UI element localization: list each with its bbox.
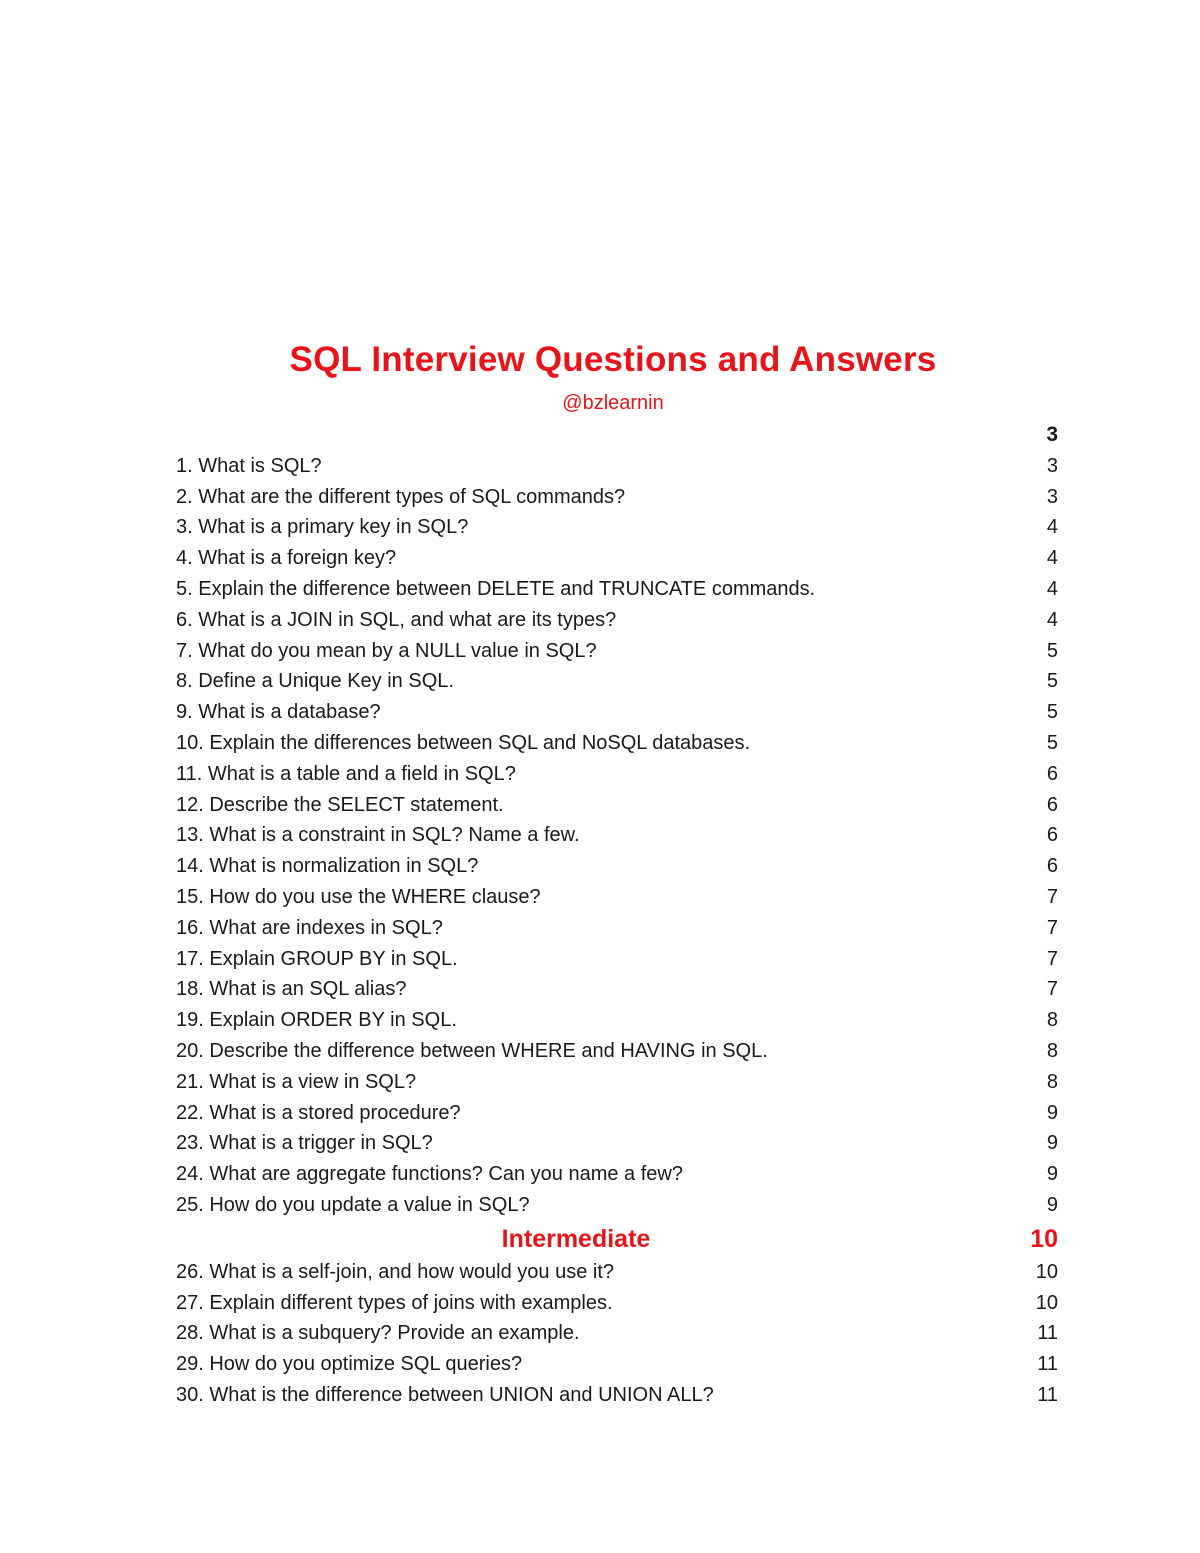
toc-item-text: 1. What is SQL?	[176, 454, 322, 477]
toc-item-text: 25. How do you update a value in SQL?	[176, 1193, 530, 1216]
toc-item[interactable]	[176, 1067, 1058, 1098]
toc-item[interactable]	[176, 820, 1058, 851]
table-of-contents	[176, 420, 1058, 1411]
toc-item-text: 30. What is the difference between UNION and UNION ALL?	[176, 1383, 714, 1406]
toc-item-text: 26. What is a self-join, and how would you use it?	[176, 1260, 615, 1283]
toc-page-number: 10	[1035, 1291, 1058, 1314]
toc-item[interactable]	[176, 1036, 1058, 1067]
toc-page-number: 9	[1046, 1101, 1058, 1124]
toc-item[interactable]	[176, 944, 1058, 975]
toc-page-number: 4	[1046, 577, 1058, 600]
toc-item-text: 2. What are the different types of SQL commands?	[176, 485, 626, 508]
toc-page-number: 7	[1046, 978, 1058, 1001]
toc-page-number: 7	[1046, 947, 1058, 970]
toc-item[interactable]	[176, 1349, 1058, 1380]
toc-item[interactable]	[176, 1098, 1058, 1129]
toc-item-text: 21. What is a view in SQL?	[176, 1070, 417, 1093]
toc-item[interactable]	[176, 1380, 1058, 1411]
toc-page-number: 6	[1046, 824, 1058, 847]
toc-page-number: 11	[1037, 1353, 1058, 1376]
toc-page-number: 10	[1035, 1260, 1058, 1283]
toc-item[interactable]	[176, 543, 1058, 574]
toc-item[interactable]	[176, 790, 1058, 821]
toc-page-number: 4	[1046, 547, 1058, 570]
toc-item-text: 3. What is a primary key in SQL?	[176, 516, 469, 539]
toc-item[interactable]	[176, 1190, 1058, 1221]
toc-page-number: 6	[1046, 793, 1058, 816]
toc-item-text: 20. Describe the difference between WHERE and HAVING in SQL.	[176, 1039, 768, 1062]
toc-item[interactable]	[176, 512, 1058, 543]
toc-item-text: 14. What is normalization in SQL?	[176, 855, 479, 878]
toc-item[interactable]	[176, 1288, 1058, 1319]
toc-section-label: Intermediate	[501, 1224, 651, 1253]
toc-item-text: 7. What do you mean by a NULL value in SQL?	[176, 639, 597, 662]
toc-item-text: 27. Explain different types of joins with examples.	[176, 1291, 613, 1314]
toc-item[interactable]	[176, 913, 1058, 944]
toc-page-number: 6	[1046, 855, 1058, 878]
toc-item[interactable]	[176, 851, 1058, 882]
toc-item-text: 16. What are indexes in SQL?	[176, 916, 443, 939]
toc-page-number: 5	[1046, 701, 1058, 724]
toc-item[interactable]	[176, 1257, 1058, 1288]
toc-page-number: 8	[1046, 1039, 1058, 1062]
toc-page-number: 4	[1046, 516, 1058, 539]
toc-item-text: 18. What is an SQL alias?	[176, 978, 407, 1001]
toc-item-text: 9. What is a database?	[176, 701, 381, 724]
toc-item-text: 4. What is a foreign key?	[176, 547, 397, 570]
toc-item[interactable]	[176, 759, 1058, 790]
toc-page-number: 9	[1046, 1163, 1058, 1186]
toc-item[interactable]	[176, 1159, 1058, 1190]
toc-item-text: 12. Describe the SELECT statement.	[176, 793, 504, 816]
toc-page-number: 7	[1046, 916, 1058, 939]
toc-page-number: 9	[1046, 1193, 1058, 1216]
toc-item[interactable]	[176, 666, 1058, 697]
toc-page-number: 11	[1037, 1322, 1058, 1345]
toc-item[interactable]	[176, 697, 1058, 728]
toc-page-number: 6	[1046, 762, 1058, 785]
toc-item-text: 23. What is a trigger in SQL?	[176, 1132, 433, 1155]
toc-item-text: 24. What are aggregate functions? Can you name a few?	[176, 1163, 683, 1186]
toc-page-number: 3	[1046, 454, 1058, 477]
toc-item[interactable]	[176, 882, 1058, 913]
toc-item-text: 19. Explain ORDER BY in SQL.	[176, 1009, 457, 1032]
toc-item-text: 29. How do you optimize SQL queries?	[176, 1353, 523, 1376]
toc-item-text: 8. Define a Unique Key in SQL.	[176, 670, 454, 693]
toc-item[interactable]	[176, 482, 1058, 513]
toc-page-number: 7	[1046, 885, 1058, 908]
toc-item-text: 6. What is a JOIN in SQL, and what are its types?	[176, 608, 617, 631]
toc-item[interactable]	[176, 1005, 1058, 1036]
author-handle: @bzlearnin	[562, 392, 664, 414]
toc-page-number: 9	[1046, 1132, 1058, 1155]
toc-item-text: 10. Explain the differences between SQL and NoSQL databases.	[176, 731, 751, 754]
toc-item-text: 11. What is a table and a field in SQL?	[176, 762, 516, 785]
toc-item[interactable]	[176, 1128, 1058, 1159]
toc-item-text: 13. What is a constraint in SQL? Name a few.	[176, 824, 580, 847]
toc-basic-header	[176, 420, 1058, 451]
toc-page-number: 11	[1037, 1383, 1058, 1406]
toc-page-number: 5	[1046, 639, 1058, 662]
toc-item[interactable]	[176, 974, 1058, 1005]
toc-item[interactable]	[176, 1318, 1058, 1349]
toc-page-number: 5	[1046, 731, 1058, 754]
toc-page-number: 5	[1046, 670, 1058, 693]
toc-intermediate-items	[176, 1257, 1058, 1411]
toc-page-number: 3	[1046, 485, 1058, 508]
toc-item-text: 15. How do you use the WHERE clause?	[176, 885, 541, 908]
document-title: SQL Interview Questions and Answers	[289, 340, 937, 379]
toc-item[interactable]	[176, 636, 1058, 667]
toc-section-intermediate[interactable]	[176, 1221, 1058, 1257]
toc-item[interactable]	[176, 451, 1058, 482]
toc-item-text: 28. What is a subquery? Provide an example.	[176, 1322, 580, 1345]
toc-item-text: 5. Explain the difference between DELETE and TRUNCATE commands.	[176, 577, 816, 600]
toc-item[interactable]	[176, 728, 1058, 759]
toc-page-number: 8	[1046, 1009, 1058, 1032]
toc-item[interactable]	[176, 574, 1058, 605]
toc-page-number: 3	[1046, 423, 1058, 446]
toc-page-number: 8	[1046, 1070, 1058, 1093]
toc-page-number: 10	[1030, 1224, 1058, 1253]
toc-item[interactable]	[176, 605, 1058, 636]
toc-item-text: 17. Explain GROUP BY in SQL.	[176, 947, 458, 970]
toc-item-text: 22. What is a stored procedure?	[176, 1101, 461, 1124]
toc-page-number: 4	[1046, 608, 1058, 631]
toc-basic-items	[176, 451, 1058, 1221]
